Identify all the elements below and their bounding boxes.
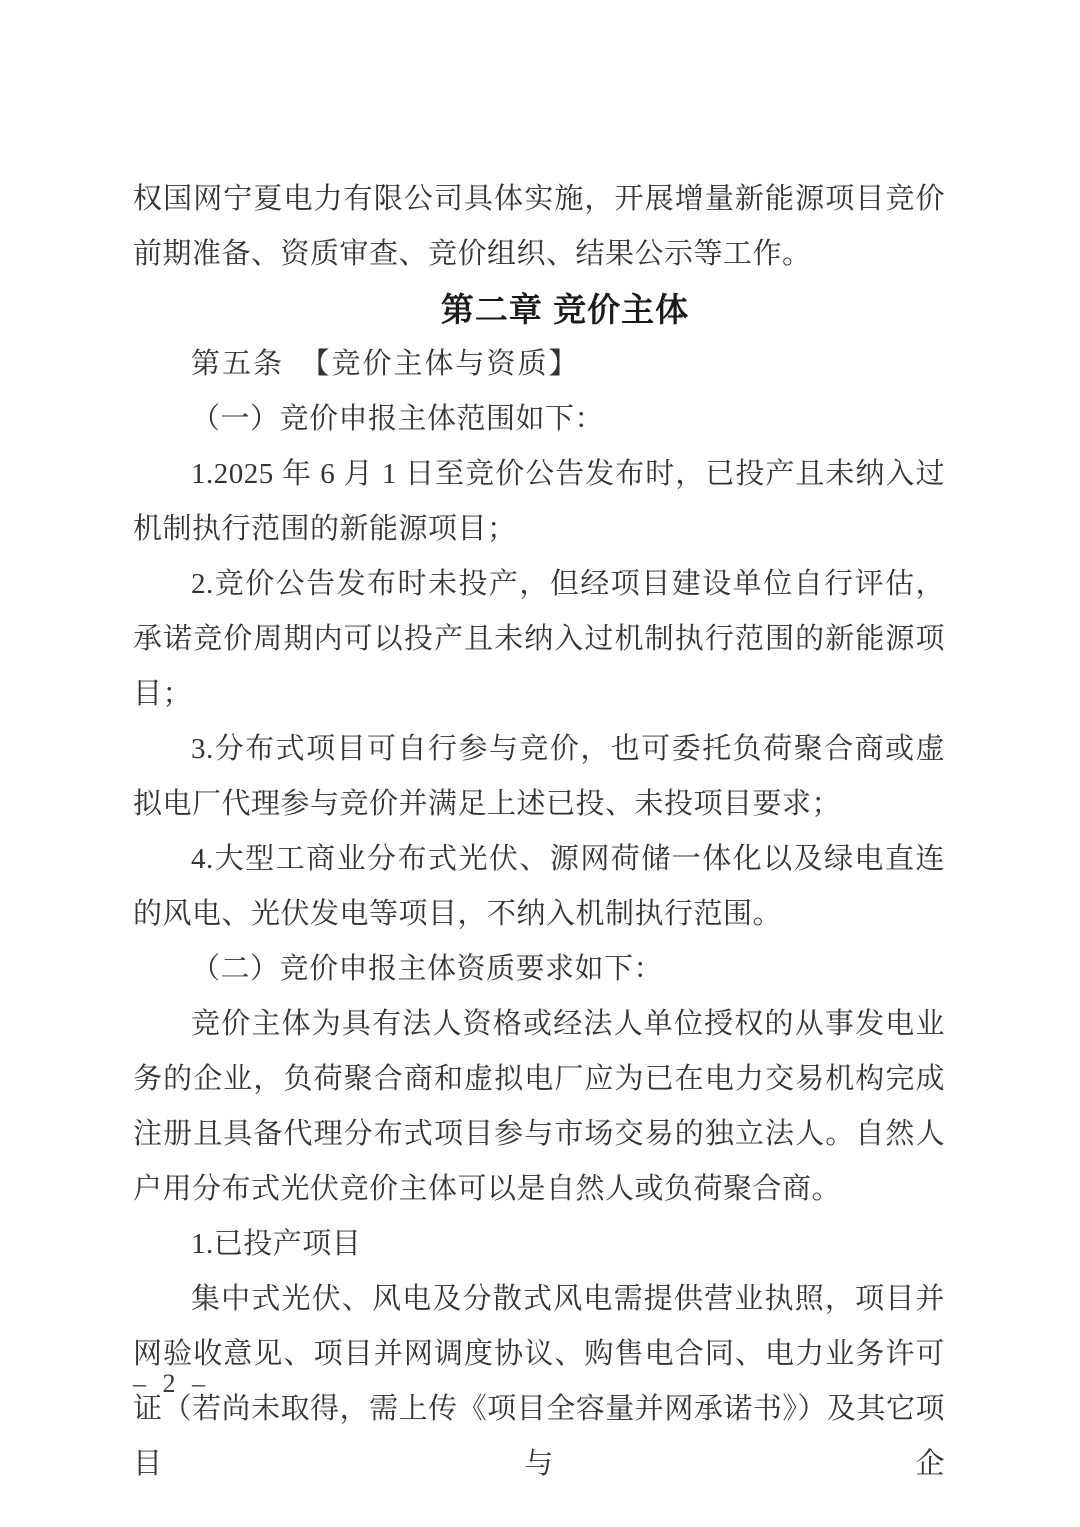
subsection1-body-continued: 集中式光伏、风电及分散式风电需提供营业执照，项目并网验收意见、项目并网调度协议、购售电合同、电力业务许可证（若尚未取得，需上传《项目全容量并网承诺书》）及其它项目与企 <box>133 1283 945 1480</box>
article-heading: 第五条 【竞价主体与资质】 <box>191 348 580 380</box>
section2-title: （二）竞价申报主体资质要求如下： <box>191 953 664 985</box>
chapter-heading: 第二章 竞价主体 <box>440 291 690 328</box>
subsection1-title: 1.已投产项目 <box>191 1228 362 1260</box>
page-number: – 2 – <box>133 1369 210 1398</box>
document-body <box>133 172 945 1492</box>
list-item-3: 3.分布式项目可自行参与竞价，也可委托负荷聚合商或虚拟电厂代理参与竞价并满足上述已投、未投项目要求； <box>133 733 945 820</box>
paragraph-intro-continued: 权国网宁夏电力有限公司具体实施，开展增量新能源项目竞价前期准备、资质审查、竞价组织、结果公示等工作。 <box>133 183 945 270</box>
section2-body: 竞价主体为具有法人资格或经法人单位授权的从事发电业务的企业，负荷聚合商和虚拟电厂应为已在电力交易机构完成注册且具备代理分布式项目参与市场交易的独立法人。自然人户用分布式光伏竞价主体可以是自然人或负荷聚合商。 <box>133 1008 945 1205</box>
list-item-4: 4.大型工商业分布式光伏、源网荷储一体化以及绿电直连的风电、光伏发电等项目，不纳入机制执行范围。 <box>133 843 945 930</box>
list-item-2: 2.竞价公告发布时未投产，但经项目建设单位自行评估，承诺竞价周期内可以投产且未纳入过机制执行范围的新能源项目； <box>133 568 945 710</box>
list-item-1: 1.2025 年 6 月 1 日至竞价公告发布时，已投产且未纳入过机制执行范围的新能源项目； <box>133 458 945 545</box>
section1-title: （一）竞价申报主体范围如下： <box>191 403 605 435</box>
